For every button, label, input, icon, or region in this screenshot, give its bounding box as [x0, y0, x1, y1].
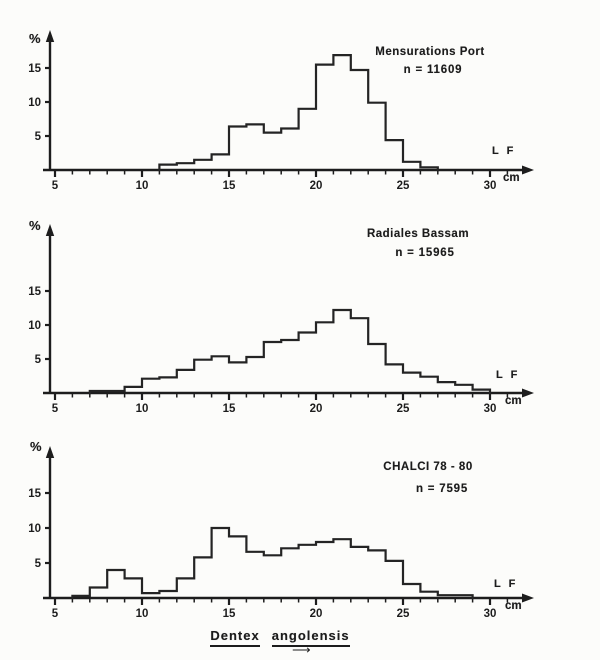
svg-text:30: 30 [483, 180, 497, 192]
svg-text:30: 30 [483, 608, 497, 620]
panel-1-y-axis-label: % [29, 31, 41, 46]
svg-text:10: 10 [135, 403, 149, 415]
panel-3-y-axis-label: % [30, 439, 42, 454]
svg-text:10: 10 [135, 180, 149, 192]
svg-text:10: 10 [28, 523, 41, 535]
svg-text:10: 10 [28, 320, 41, 332]
svg-text:10: 10 [28, 97, 41, 109]
panel-1-x-axis-label: L F [492, 145, 516, 157]
svg-text:25: 25 [396, 608, 410, 620]
panel-2-title: Radiales Bassam [366, 228, 470, 240]
panel-3-sample-size: n = 7595 [415, 483, 469, 495]
svg-text:20: 20 [309, 180, 323, 192]
svg-text:20: 20 [309, 608, 323, 620]
svg-text:5: 5 [51, 180, 59, 192]
panel-3-x-unit-label: cm [505, 600, 522, 612]
panel-2-x-axis-label: L F [496, 369, 520, 381]
caption-arrow-icon: ⟶ [292, 642, 311, 657]
svg-text:15: 15 [28, 286, 41, 298]
species-name: angolensis [272, 628, 350, 647]
svg-text:30: 30 [483, 403, 497, 415]
panel-3-x-axis-label: L F [494, 578, 518, 590]
svg-text:5: 5 [34, 558, 41, 570]
svg-text:20: 20 [309, 403, 323, 415]
svg-text:5: 5 [34, 131, 41, 143]
panel-2-sample-size: n = 15965 [395, 247, 455, 259]
panel-3-title: CHALCI 78 - 80 [383, 461, 473, 473]
svg-text:15: 15 [222, 403, 236, 415]
svg-text:5: 5 [34, 354, 41, 366]
svg-text:10: 10 [135, 608, 149, 620]
svg-text:25: 25 [396, 403, 410, 415]
svg-text:25: 25 [396, 180, 410, 192]
genus-name: Dentex [210, 628, 259, 647]
svg-text:15: 15 [222, 180, 236, 192]
panel-2-x-unit-label: cm [505, 395, 522, 407]
panel-2-y-axis-label: % [29, 218, 41, 233]
panel-1-x-unit-label: cm [503, 172, 520, 184]
svg-text:5: 5 [51, 608, 59, 620]
svg-text:15: 15 [28, 488, 41, 500]
svg-text:15: 15 [28, 63, 41, 75]
panel-1-title: Mensurations Port [375, 46, 485, 58]
species-caption [150, 628, 410, 647]
panel-1-sample-size: n = 11609 [403, 64, 463, 76]
svg-text:15: 15 [222, 608, 236, 620]
svg-text:5: 5 [51, 403, 59, 415]
